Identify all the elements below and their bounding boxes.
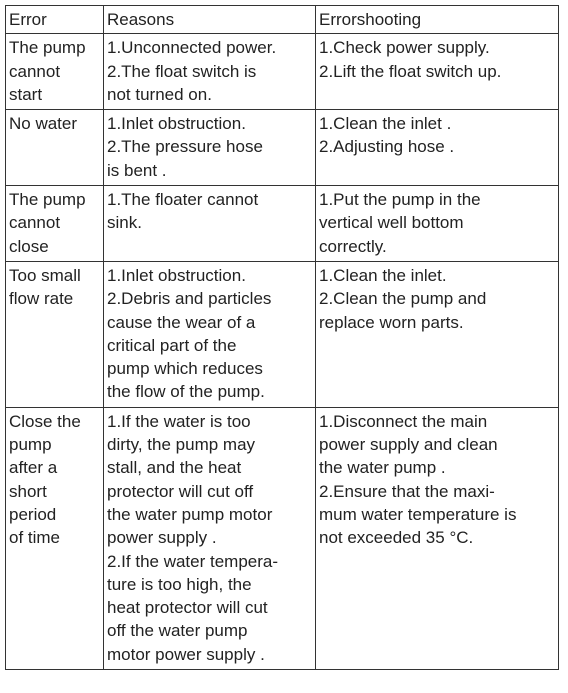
cell-line: start: [9, 84, 43, 104]
troubleshooting-table: [5, 5, 559, 670]
header-reasons: Reasons: [104, 6, 316, 34]
cell-line: The pump: [9, 190, 86, 210]
reasons-cell: [104, 407, 316, 669]
header-row: [6, 6, 559, 34]
error-cell: [6, 34, 104, 110]
cell-line: The pump: [9, 38, 86, 58]
cell-line: 2.The float switch is: [107, 61, 257, 81]
cell-line: period: [9, 504, 57, 524]
cell-line: pump: [9, 435, 52, 455]
solutions-cell: [316, 186, 559, 262]
cell-line: 2.Adjusting hose .: [319, 137, 455, 157]
cell-line: of time: [9, 528, 61, 548]
cell-line: correctly.: [319, 236, 387, 256]
cell-line: ture is too high, the: [107, 574, 252, 594]
reasons-cell: [104, 186, 316, 262]
cell-line: power supply .: [107, 528, 217, 548]
cell-line: 1.Put the pump in the: [319, 190, 481, 210]
solutions-cell: [316, 407, 559, 669]
cell-line: 2.Debris and particles: [107, 289, 272, 309]
cell-line: 1.Disconnect the main: [319, 411, 488, 431]
cell-line: protector will cut off: [107, 481, 254, 501]
cell-line: 2.Lift the float switch up.: [319, 61, 502, 81]
cell-line: heat protector will cut: [107, 598, 268, 618]
cell-line: 2.Ensure that the maxi-: [319, 481, 495, 501]
cell-line: the water pump motor: [107, 504, 273, 524]
cell-line: No water: [9, 114, 78, 134]
cell-line: the flow of the pump.: [107, 382, 265, 402]
cell-line: sink.: [107, 213, 142, 233]
cell-line: after a: [9, 458, 58, 478]
cell-line: 2.The pressure hose: [107, 137, 263, 157]
cell-line: 1.Clean the inlet .: [319, 114, 452, 134]
cell-line: 2.Clean the pump and: [319, 289, 487, 309]
cell-line: critical part of the: [107, 335, 237, 355]
cell-line: pump which reduces: [107, 359, 263, 379]
error-cell: [6, 407, 104, 669]
cell-line: 1.Inlet obstruction.: [107, 114, 246, 134]
cell-line: close: [9, 236, 49, 256]
cell-line: 1.Inlet obstruction.: [107, 265, 246, 285]
table-row: [6, 407, 559, 669]
cell-line: cannot: [9, 61, 61, 81]
cell-line: cannot: [9, 213, 61, 233]
cell-line: power supply and clean: [319, 435, 498, 455]
cell-line: short: [9, 481, 47, 501]
table-row: [6, 261, 559, 407]
cell-line: dirty, the pump may: [107, 435, 256, 455]
cell-line: 1.The floater cannot: [107, 190, 259, 210]
cell-line: Close the: [9, 411, 81, 431]
cell-line: 1.If the water is too: [107, 411, 251, 431]
cell-line: cause the wear of a: [107, 312, 256, 332]
cell-line: 2.If the water tempera-: [107, 551, 279, 571]
cell-line: flow rate: [9, 289, 74, 309]
cell-line: motor power supply .: [107, 644, 265, 664]
cell-line: not turned on.: [107, 84, 212, 104]
error-cell: [6, 261, 104, 407]
solutions-cell: [316, 110, 559, 186]
cell-line: Too small: [9, 265, 81, 285]
cell-line: the water pump .: [319, 458, 446, 478]
cell-line: not exceeded 35 °C.: [319, 528, 474, 548]
cell-line: vertical well bottom: [319, 213, 464, 233]
error-cell: [6, 110, 104, 186]
error-cell: [6, 186, 104, 262]
cell-line: 1.Check power supply.: [319, 38, 490, 58]
table-row: [6, 186, 559, 262]
table-row: [6, 34, 559, 110]
cell-line: 1.Unconnected power.: [107, 38, 277, 58]
solutions-cell: [316, 261, 559, 407]
header-errorshooting: Errorshooting: [316, 6, 559, 34]
header-error: Error: [6, 6, 104, 34]
cell-line: replace worn parts.: [319, 312, 464, 332]
cell-line: off the water pump: [107, 621, 248, 641]
cell-line: is bent .: [107, 160, 167, 180]
reasons-cell: [104, 261, 316, 407]
reasons-cell: [104, 34, 316, 110]
cell-line: 1.Clean the inlet.: [319, 265, 447, 285]
cell-line: stall, and the heat: [107, 458, 242, 478]
cell-line: mum water temperature is: [319, 504, 517, 524]
reasons-cell: [104, 110, 316, 186]
solutions-cell: [316, 34, 559, 110]
table-row: [6, 110, 559, 186]
